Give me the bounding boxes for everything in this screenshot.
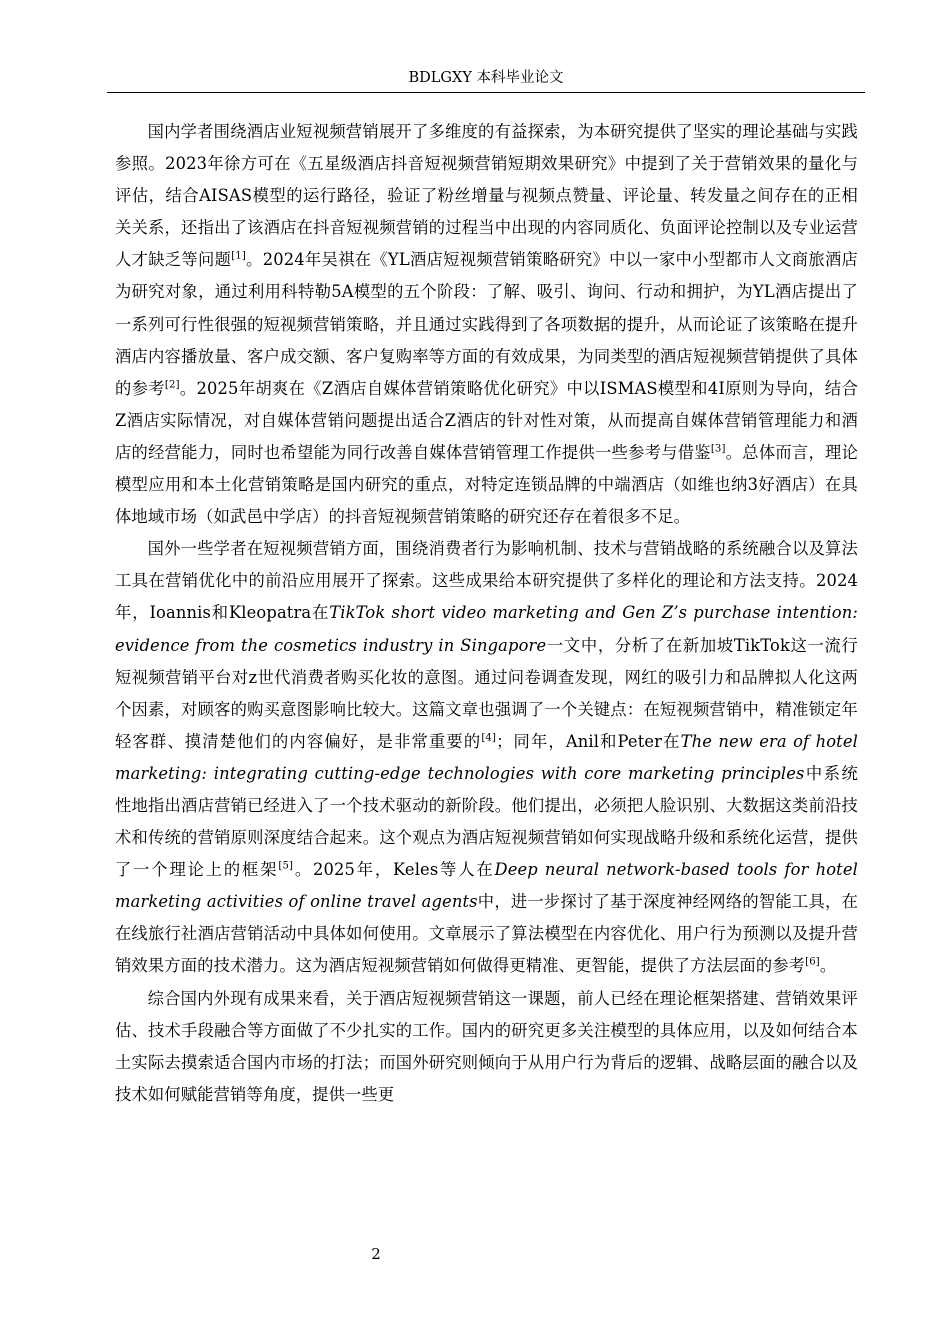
text-run: 。2025年胡爽在《Z酒店自媒体营销策略优化研究》中以ISMAS模型和4I原则为导向，结合Z酒店实际情况，对自媒体营销问题提出适合Z酒店的针对性对策，从而提高自媒体营销管理能力和酒店的经营能力，同时也希望能为同行改善自媒体营销管理工作提供一些参考与借鉴 <box>115 378 858 462</box>
citation-ref: [5] <box>278 860 294 872</box>
text-run: 。总体而言，理论模型应用和本土化营销策略是国内研究的重点，对特定连锁品牌的中端酒店（如维也纳3好酒店）在具体地域市场（如武邑中学店）的抖音短视频营销策略的研究还存在着很多不足。 <box>115 442 859 527</box>
citation-ref: [1] <box>231 250 246 262</box>
paragraph-domestic-research <box>115 116 858 533</box>
citation-ref: [2] <box>164 379 180 391</box>
italic-title: Deep neural network-based tools for hotel marketing activities of online travel agents <box>115 860 858 912</box>
text-run: 。 <box>819 956 837 976</box>
italic-title: The new era of hotel marketing: integrating cutting-edge technologies with core marketing principles <box>115 731 858 783</box>
text-run: 国外一些学者在短视频营销方面，围绕消费者行为影响机制、技术与营销战略的系统融合以及算法工具在营销优化中的前沿应用展开了探索。这些成果给本研究提供了多样化的理论和方法支持。2024年，Ioannis和Kleopatra在 <box>115 539 858 623</box>
italic-title: TikTok short video marketing and Gen Z’s purchase intention: evidence from the cosmetics industry in Singapore <box>115 603 858 655</box>
text-run: 。2025年，Keles等人在 <box>293 860 495 880</box>
paragraph-foreign-research <box>115 533 858 982</box>
text-run: 中系统性地指出酒店营销已经进入了一个技术驱动的新阶段。他们提出，必须把人脸识别、大数据这类前沿技术和传统的营销原则深度结合起来。这个观点为酒店短视频营销如何实现战略升级和系统化运营，提供了一个理论上的框架 <box>115 763 858 880</box>
header-title: BDLGXY 本科毕业论文 <box>408 70 564 86</box>
body-text <box>115 116 858 1111</box>
running-header <box>107 68 865 93</box>
text-run: ；同年，Anil和Peter在 <box>496 731 681 751</box>
page-number: 2 <box>371 1245 381 1263</box>
text-run: 综合国内外现有成果来看，关于酒店短视频营销这一课题，前人已经在理论框架搭建、营销效果评估、技术手段融合等方面做了不少扎实的工作。国内的研究更多关注模型的具体应用，以及如何结合本土实际去摸索适合国内市场的打法；而国外研究则倾向于从用户行为背后的逻辑、战略层面的融合以及技术如何赋能营销等角度，提供一些更 <box>115 988 858 1104</box>
citation-ref: [4] <box>481 732 497 744</box>
citation-ref: [3] <box>710 443 726 455</box>
text-run: 。2024年吴祺在《YL酒店短视频营销策略研究》中以一家中小型都市人文商旅酒店为研究对象，通过利用科特勒5A模型的五个阶段：了解、吸引、询问、行动和拥护，为YL酒店提出了一系列可行性很强的短视频营销策略，并且通过实践得到了各项数据的提升，从而论证了该策略在提升酒店内容播放量、客户成交额、客户复购率等方面的有效成果，为同类型的酒店短视频营销提供了具体的参考 <box>115 250 858 398</box>
text-run: 中，进一步探讨了基于深度神经网络的智能工具，在在线旅行社酒店营销活动中具体如何使用。文章展示了算法模型在内容优化、用户行为预测以及提升营销效果方面的技术潜力。这为酒店短视频营销如何做得更精准、更智能，提供了方法层面的参考 <box>115 892 859 976</box>
text-run: 国内学者围绕酒店业短视频营销展开了多维度的有益探索，为本研究提供了坚实的理论基础与实践参照。2023年徐方可在《五星级酒店抖音短视频营销短期效果研究》中提到了关于营销效果的量化与评估，结合AISAS模型的运行路径，验证了粉丝增量与视频点赞量、评论量、转发量之间存在的正相关关系，还指出了该酒店在抖音短视频营销的过程当中出现的内容同质化、负面评论控制以及专业运营人才缺乏等问题 <box>115 122 858 270</box>
citation-ref: [6] <box>805 957 820 969</box>
text-run: 一文中，分析了在新加坡TikTok这一流行短视频营销平台对z世代消费者购买化妆的意图。通过问卷调查发现，网红的吸引力和品牌拟人化这两个因素，对顾客的购买意图影响比较大。这篇文章也强调了一个关键点：在短视频营销中，精准锁定年轻客群、摸清楚他们的内容偏好，是非常重要的 <box>115 635 858 751</box>
paragraph-summary <box>115 983 858 1111</box>
